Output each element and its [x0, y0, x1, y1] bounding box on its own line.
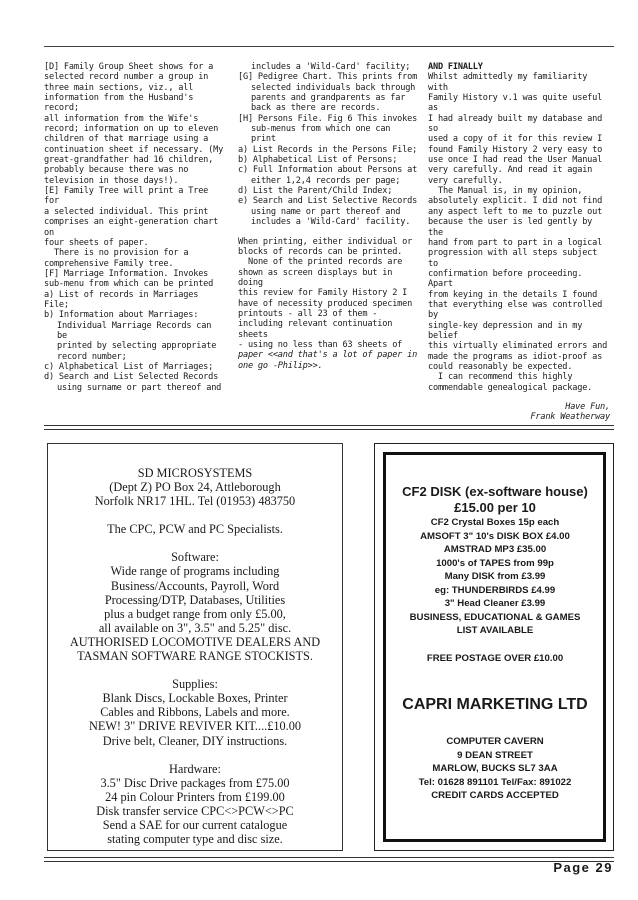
col1-line: selected record number a group in: [44, 72, 209, 83]
author-name: Frank Weatherway: [530, 412, 610, 423]
col1-line: television in those days!).: [44, 175, 179, 186]
col2-line: [H] Persons File. Fig 6 This invokes: [238, 113, 418, 124]
ad-line: Processing/DTP, Databases, Utilities: [104, 592, 286, 607]
col3-line: very carefully. And read it again: [428, 165, 593, 176]
border-bar-bottom: [385, 839, 603, 842]
col3-line: progression with all steps subject to: [428, 248, 598, 269]
col1-line: There is no provision for a: [54, 248, 189, 259]
col2-line: back as there are records.: [251, 103, 381, 114]
border-bar-top: [385, 452, 603, 455]
ad-line: Cables and Ribbons, Labels and more.: [100, 705, 290, 720]
col3-line: any aspect left to me to puzzle out: [428, 206, 603, 217]
ad-line: Drive belt, Cleaner, DIY instructions.: [102, 733, 288, 748]
col2-line: parents and grandparents as far: [251, 93, 406, 104]
page-number: Page 29: [553, 860, 613, 875]
ad-line: Hardware:: [169, 761, 221, 776]
col2-line: selected individuals back through: [251, 82, 416, 93]
col2-line: When printing, either individual or: [238, 236, 413, 247]
col3-line: I had already built my database and so: [428, 113, 603, 135]
ad-line: £15.00 per 10: [454, 500, 536, 515]
col3-line: commendable genealogical package.: [428, 382, 593, 393]
col2-line: sub-menus from which one can print: [251, 124, 391, 145]
col1-line: information from the Husband's record;: [44, 93, 194, 114]
border-bar-left: [383, 452, 386, 842]
col1-line: a selected individual. This print: [44, 206, 209, 217]
ad-line: AUTHORISED LOCOMOTIVE DEALERS AND: [69, 634, 321, 649]
ad-line: FREE POSTAGE OVER £10.00: [426, 652, 564, 664]
section-heading: AND FINALLY: [428, 62, 483, 72]
ad-line: LIST AVAILABLE: [456, 625, 534, 636]
col1-line: continuation sheet if necessary. (My: [44, 144, 224, 155]
ad-line: NEW! 3" DRIVE REVIVER KIT....£10.00: [88, 719, 302, 734]
col3-line: that everything else was controlled by: [428, 299, 603, 321]
top-rule: [44, 46, 614, 47]
col2-line: one go -Philip>>.: [238, 360, 323, 371]
col1-line: a) List of records in Marriages File;: [44, 289, 199, 310]
col2-line: [G] Pedigree Chart. This prints from: [238, 72, 418, 83]
col3-line: because the user is led gently by the: [428, 217, 593, 238]
ad-line: 1000's of TAPES from 99p: [436, 557, 554, 569]
ad-line: Send a SAE for our current catalogue: [102, 817, 288, 832]
bottom-divider: [44, 857, 614, 862]
ad-line: AMSTRAD MP3 £35.00: [443, 544, 547, 555]
col3-line: The Manual is, in my opinion,: [438, 186, 583, 197]
ad-line: 24 pin Colour Printers from £199.00: [105, 789, 285, 804]
col1-line: [F] Marriage Information. Invokes: [44, 268, 209, 279]
ad-line: CF2 Crystal Boxes 15p each: [430, 517, 560, 528]
ad-line: The CPC, PCW and PC Specialists.: [107, 522, 283, 537]
col1-line: sub-menu from which can be printed: [44, 279, 214, 290]
ad-line: plus a budget range from only £5.00,: [104, 606, 286, 621]
col3-line: absolutely explicit. I did not find: [428, 196, 603, 207]
col2-line: c) Full Information about Persons at: [238, 165, 418, 176]
col2-line: b) Alphabetical List of Persons;: [238, 155, 398, 166]
ad-line: Software:: [171, 550, 219, 565]
col1-line: three main sections, viz., all: [44, 82, 194, 93]
col2-line: printouts - all 23 of them -: [238, 308, 378, 319]
ad-line: stating computer type and disc size.: [107, 832, 283, 847]
ad-line: CREDIT CARDS ACCEPTED: [431, 790, 559, 801]
ad-line: eg: THUNDERBIRDS £4.99: [434, 584, 556, 596]
col2-line: have of necessity produced specimen: [238, 298, 413, 309]
col2-line: using name or part thereof and: [251, 206, 401, 217]
section-divider: [44, 425, 614, 430]
col3-line: made the programs as idiot-proof as: [428, 351, 603, 362]
ad-line: Supplies:: [172, 677, 218, 692]
ad-line: AMSOFT 3" 10's DISK BOX £4.00: [420, 530, 570, 542]
company-name: CAPRI MARKETING LTD: [402, 696, 588, 713]
col3-line: confirmation before proceeding. Apart: [428, 268, 583, 290]
col1-line: c) Alphabetical List of Marriages;: [44, 361, 214, 372]
article-column-1: [44, 62, 226, 393]
signoff: Have Fun,: [565, 402, 610, 412]
col1-line: [D] Family Group Sheet shows for a: [44, 62, 214, 72]
col2-line: paper <<and that's a lot of paper in: [238, 350, 418, 361]
col1-line: comprehensive Family tree.: [44, 258, 174, 269]
col1-line: children of that marriage using a: [44, 134, 209, 145]
col1-line: Individual Marriage Records can be: [57, 320, 212, 341]
ad-line: BUSINESS, EDUCATIONAL & GAMES: [409, 611, 581, 623]
ad-line: Norfolk NR17 1HL. Tel (01953) 483750: [94, 494, 296, 509]
col1-line: [E] Family Tree will print a Tree for: [44, 186, 209, 207]
capri-advert-content: [389, 484, 601, 803]
col3-line: use once I had read the User Manual: [428, 155, 603, 166]
ad-line: MARLOW, BUCKS SL7 3AA: [432, 763, 558, 774]
col1-line: four sheets of paper.: [44, 237, 149, 248]
article-column-3: [428, 62, 610, 423]
col2-line: None of the printed records are: [248, 257, 403, 268]
ad-line: 9 DEAN STREET: [457, 749, 533, 761]
ad-line: 3" Head Cleaner £3.99: [444, 598, 546, 609]
ad-line: Disk transfer service CPC<>PCW<>PC: [96, 803, 294, 818]
col3-line: could reasonably be expected.: [428, 361, 573, 372]
ad-line: CF2 DISK (ex-software house): [402, 484, 588, 499]
col3-line: used a copy of it for this review I: [428, 134, 603, 145]
col1-line: b) Information about Marriages:: [44, 310, 199, 321]
col3-line: Family History v.1 was quite useful as: [428, 93, 603, 114]
col1-line: probably because there was no: [44, 165, 189, 176]
ad-line: Business/Accounts, Payroll, Word: [110, 578, 280, 593]
col1-line: printed by selecting appropriate: [57, 341, 217, 352]
ad-line: (Dept Z) PO Box 24, Attleborough: [109, 480, 281, 495]
col2-line: d) List the Parent/Child Index;: [238, 186, 393, 197]
col1-line: record number;: [57, 351, 127, 362]
ad-line: 3.5" Disc Drive packages from £75.00: [100, 775, 290, 790]
col2-line: this review for Family History 2 I: [238, 288, 408, 299]
col3-line: single-key depression and in my belief: [428, 320, 583, 341]
col1-line: record; information on up to eleven: [44, 124, 219, 135]
ad-line: Wide range of programs including: [110, 564, 280, 579]
ad-line: SD MICROSYSTEMS: [137, 466, 253, 480]
col3-line: this virtually eliminated errors and: [428, 341, 608, 352]
col3-line: very carefully.: [428, 175, 503, 186]
col2-line: shown as screen displays but in doing: [238, 267, 393, 288]
article-column-2: [238, 62, 420, 371]
col2-line: blocks of records can be printed.: [238, 246, 403, 257]
col2-line: includes a 'Wild-Card' facility;: [251, 62, 411, 72]
col1-line: great-grandfather had 16 children,: [44, 155, 214, 166]
col1-line: using surname or part thereof and: [57, 382, 222, 393]
ad-line: Blank Discs, Lockable Boxes, Printer: [102, 691, 288, 706]
col3-line: Whilst admittedly my familiarity with: [428, 72, 588, 93]
col1-line: d) Search and List Selected Records: [44, 372, 219, 383]
capri-marketing-advert: [374, 443, 614, 851]
col2-line: including relevant continuation sheets: [238, 319, 393, 340]
col2-line: includes a 'Wild-Card' facility.: [251, 217, 411, 228]
col2-line: a) List Records in the Persons File;: [238, 144, 418, 155]
col3-line: I can recommend this highly: [438, 372, 573, 383]
col1-line: all information from the Wife's: [44, 113, 199, 124]
col3-line: hand from part to part in a logical: [428, 237, 603, 248]
border-bar-right: [603, 452, 606, 842]
col3-line: from keying in the details I found: [428, 289, 598, 300]
col2-line: e) Search and List Selective Records: [238, 196, 418, 207]
ad-line: TASMAN SOFTWARE RANGE STOCKISTS.: [77, 649, 313, 664]
ad-line: Many DISK from £3.99: [444, 571, 546, 582]
ad-line: Tel: 01628 891101 Tel/Fax: 891022: [418, 776, 572, 788]
sd-microsystems-advert: [47, 443, 343, 851]
ad-line: COMPUTER CAVERN: [446, 736, 544, 747]
ad-line: all available on 3", 3.5" and 5.25" disc.: [98, 620, 292, 635]
col1-line: comprises an eight-generation chart on: [44, 217, 219, 238]
col2-line: - using no less than 63 sheets of: [238, 339, 403, 350]
col3-line: found Family History 2 very easy to: [428, 144, 603, 155]
col2-line: either 1,2,4 records per page;: [251, 175, 401, 186]
